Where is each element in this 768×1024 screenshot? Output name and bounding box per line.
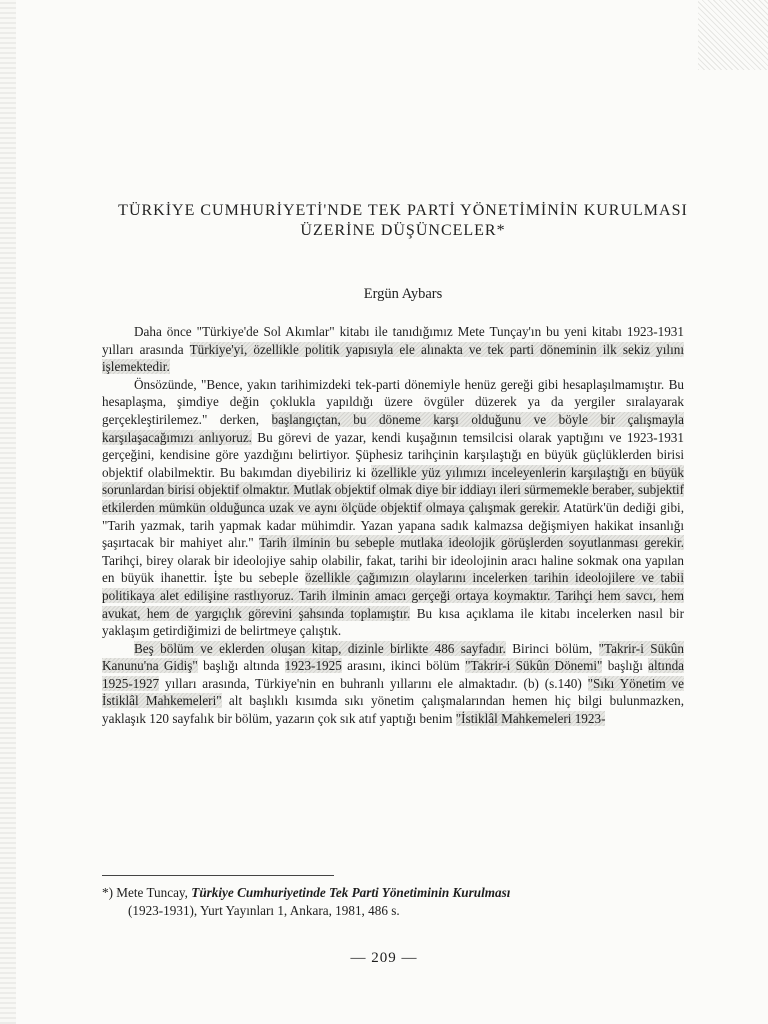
body-text: Tarihçi, birey olarak bir ideolojiye sahip olabilir, fakat, tarihi bir ideolojinin aracı haline sokmak ona yapılan en büyük ihanettir. İşte bu sebeple: [102, 552, 684, 586]
body-text: Bu kısa açıklama ile kitabı incelerken nasıl bir yaklaşım getirdiğimizi de belirtmeye çalıştık.: [102, 605, 684, 639]
highlighted-text: özellikle yüz yılımızı inceleyenlerin karşılaştığı en büyük sorunlardan birisi objektif olmaktır. Mutlak objektif olmak diye bir iddiayı ileri sürmemekle beraber, subjektif etkilerden mümkün olduğunca uzak ve aynı ölçüde objektif olmaya çalışmak gerekir.: [102, 464, 684, 515]
highlighted-text: "Takrir-i Sükûn Kanunu'na Gidiş": [102, 640, 684, 674]
paragraph-1: [102, 323, 684, 376]
body-text: Atatürk'ün dediği gibi, "Tarih yazmak, tarih yapmak kadar mühimdir. Yazan yapana sadık kalmazsa değişmiyen hakikat insanlığı şaşırtacak bir mahiyet alır.": [102, 499, 684, 551]
highlighted-text: 1923-1925: [284, 658, 342, 674]
footnote-details: (1923-1931), Yurt Yayınları 1, Ankara, 1981, 486 s.: [128, 903, 400, 918]
scan-corner-noise: [698, 0, 768, 70]
footnote: [102, 884, 684, 920]
footnote-book-title: Türkiye Cumhuriyetinde Tek Parti Yönetiminin Kurulması: [191, 885, 511, 900]
highlighted-text: "Sıkı Yönetim ve İstiklâl Mahkemeleri": [102, 675, 684, 709]
highlighted-text: Tarih ilminin bu sebeple mutlaka ideolojik görüşlerden soyutlanması gerekir.: [259, 535, 685, 551]
highlighted-text: başlangıçtan, bu döneme karşı olduğunu ve böyle bir çalışmayla karşılaşacağımızı anlıyoruz.: [102, 411, 684, 445]
footnote-mark: *): [102, 885, 113, 900]
highlighted-text: özellikle çağımızın olaylarını incelerken tarihin ideolojilere ve tabii politikaya alet edilişine rastlıyoruz. Tarih ilminin amacı gerçeği ortaya koymaktır. Tarihçi hem savcı, hem avukat, hem de yargıçlık görevini şahsında toplamıştır.: [102, 570, 684, 621]
page-number: — 209 —: [350, 950, 418, 966]
article-title-line-1: TÜRKİYE CUMHURİYETİ'NDE TEK PARTİ YÖNETİMİNİN KURULMASI: [118, 202, 688, 219]
body-text: Birinci bölüm,: [505, 640, 599, 656]
author-name: Ergün Aybars: [363, 286, 443, 302]
body-text: arasını, ikinci bölüm: [341, 658, 466, 674]
paragraph-2: [102, 376, 684, 640]
footnote-separator: [102, 875, 334, 876]
article-body: [102, 323, 684, 728]
footnote-author: Mete Tuncay,: [116, 885, 188, 900]
body-text: başlığı altında: [197, 658, 285, 674]
paragraph-3: [102, 640, 684, 728]
article-title-line-2: ÜZERİNE DÜŞÜNCELER*: [300, 222, 506, 239]
body-text: Önsözünde, "Bence, yakın tarihimizdeki tek-parti dönemiyle henüz gereği gibi hesaplaşılmamıştır. Bu hesaplaşma, şimdiye değin çoklukla yapıldığı üzere övgüler düzerek ya da yergiler sıralayarak gerçekleştirilemez." derken,: [102, 376, 684, 427]
scan-edge-shadow: [0, 0, 16, 1024]
highlighted-text: "Takrir-i Sükûn Dönemi": [465, 658, 603, 674]
body-text: Daha önce "Türkiye'de Sol Akımlar" kitabı ile tanıdığımız Mete Tunçay'ın bu yeni kitabı 1923-1931 yılları arasında: [102, 324, 684, 357]
body-text: alt başlıklı kısımda sıkı yönetim çalışmalarından hemen hiç bilgi bulunmazken, yaklaşık 120 sayfalık bir bölüm, yazarın çok sık atıf yaptığı benim: [102, 693, 684, 727]
body-text: başlığı: [602, 658, 649, 674]
highlighted-text: Beş bölüm ve eklerden oluşan kitap, dizinle birlikte 486 sayfadır.: [134, 640, 506, 656]
highlighted-text: altında 1925-1927: [102, 658, 685, 691]
body-text: Bu görevi de yazar, kendi kuşağının temsilcisi olarak yaptığını ve 1923-1931 gerçeğini, kendisine göre yazdığını belirtiyor. Şüphesiz tarihçinin karşılaştığı en büyük güçlüklerden birisi objektif olabilmektir. Bu bakımdan diyebiliriz ki: [102, 429, 684, 480]
highlighted-text: "İstiklâl Mahkemeleri 1923-: [455, 711, 606, 727]
body-text: yılları arasında, Türkiye'nin en buhranlı yıllarını ele almaktadır. (b) (s.140): [159, 675, 588, 691]
highlighted-text: Türkiye'yi, özellikle politik yapısıyla ele alınakta ve tek parti döneminin ilk sekiz yılını işlemektedir.: [102, 341, 684, 375]
